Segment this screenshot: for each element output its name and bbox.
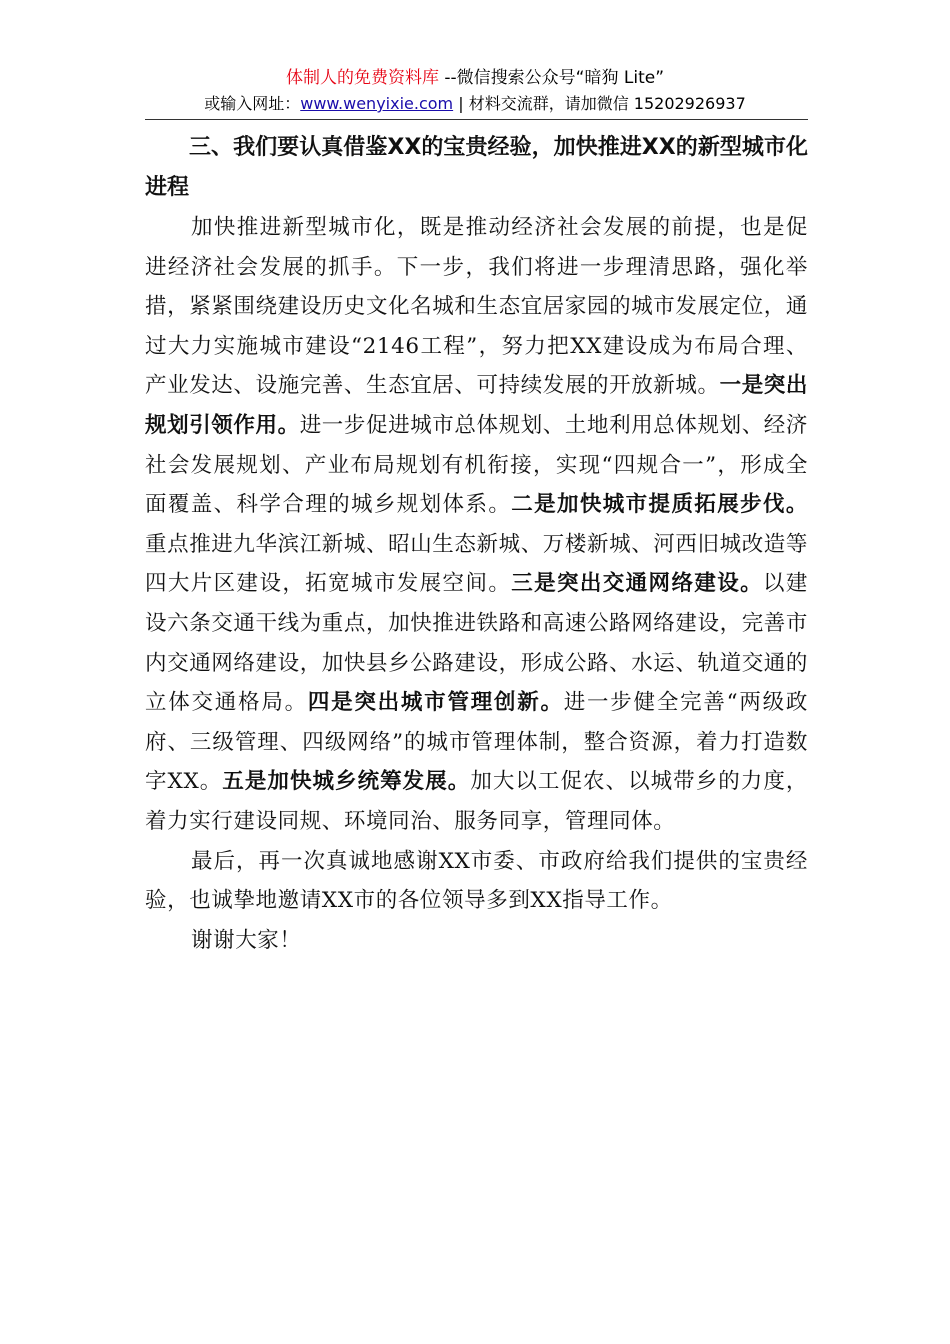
section-heading: 三、我们要认真借鉴XX的宝贵经验，加快推进XX的新型城市化进程: [145, 135, 808, 200]
point-text: 进一步健全完善“两级政府、三级管理、四级网络”的城市管理体制，整合资源，着力打造数字XX。: [145, 690, 808, 795]
point-text: 以建设六条交通干线为重点，加快推进铁路和高速公路网络建设，完善市内交通网络建设，加快县乡公路建设，形成公路、水运、轨道交通的立体交通格局。: [145, 571, 809, 716]
closing-paragraph: 最后，再一次真诚地感谢XX市委、市政府给我们提供的宝贵经验，也诚挚地邀请XX市的各位领导多到XX指导工作。: [145, 848, 808, 914]
header-promo-line: [0, 66, 950, 90]
body-paragraph: [145, 208, 808, 842]
point-text: 重点推进九华滨江新城、昭山生态新城、万楼新城、河西旧城改造等四大片区建设，拓宽城市发展空间。: [145, 531, 809, 597]
closing-thanks: 谢谢大家！: [191, 927, 302, 953]
point-text: 进一步促进城市总体规划、土地利用总体规划、经济社会发展规划、产业布局规划有机衔接，实现“四规合一”，形成全面覆盖、科学合理的城乡规划体系。: [145, 412, 809, 518]
header-contact-line: [0, 92, 950, 116]
point-title: 四是突出城市管理创新。: [307, 690, 564, 716]
point-title: 一是突出规划引领作用。: [145, 373, 809, 438]
website-link[interactable]: www.wenyixie.com: [300, 94, 454, 113]
wechat-promo-text: --微信搜索公众号“暗狗 Lite”: [444, 68, 664, 88]
header-divider: [145, 119, 808, 120]
point-title: 二是加快城市提质拓展步伐。: [511, 492, 808, 518]
contact-text: | 材料交流群，请加微信 15202926937: [458, 94, 746, 113]
page-header: [0, 66, 950, 116]
url-label: 或输入网址：: [204, 94, 301, 113]
paragraph-intro: 加快推进新型城市化，既是推动经济社会发展的前提，也是促进经济社会发展的抓手。下一步，我们将进一步理清思路，强化举措，紧紧围绕建设历史文化名城和生态宜居家园的城市发展定位，通过大力实施城市建设“2146工程”，努力把XX建设成为布局合理、产业发达、设施完善、生态宜居、可持续发展的开放新城。: [145, 215, 809, 399]
point-text: 加大以工促农、以城带乡的力度，着力实行建设同规、环境同治、服务同享，管理同体。: [145, 769, 808, 834]
point-title: 三是突出交通网络建设。: [511, 571, 763, 597]
point-title: 五是加快城乡统筹发展。: [222, 769, 471, 795]
document-body: [145, 128, 808, 961]
site-name: 体制人的免费资料库: [285, 68, 439, 88]
